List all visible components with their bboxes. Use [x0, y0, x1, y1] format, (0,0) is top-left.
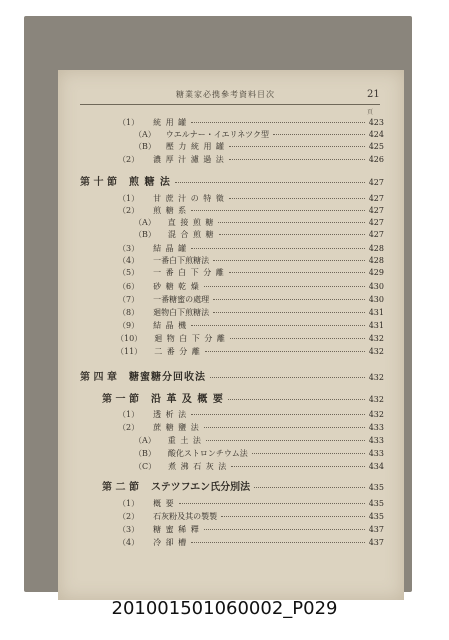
- toc-entry-index: （10）: [116, 334, 143, 343]
- toc-entry-title: 混 合 煎 糖: [167, 230, 215, 239]
- toc-entry-index: （A）: [134, 130, 156, 139]
- toc-entry-page: 429: [368, 268, 384, 277]
- toc-entry-title: 結 晶 機: [153, 321, 188, 330]
- toc-entry-page: 433: [368, 436, 384, 445]
- toc-entry-title: 壓 力 統 用 罐: [165, 142, 226, 151]
- toc-entry-page: 434: [368, 462, 384, 471]
- toc-leader-dots: [204, 529, 365, 530]
- toc-entry-title: 蔗 糖 鹽 法: [153, 423, 200, 432]
- toc-entry-index: 第 十 節: [80, 177, 117, 188]
- page-number: 21: [367, 89, 380, 100]
- toc-entry: [118, 294, 384, 305]
- toc-leader-dots: [231, 466, 364, 467]
- toc-leader-dots: [210, 377, 365, 378]
- toc-leader-dots: [191, 210, 365, 211]
- toc-entry-title: 糖蜜糖分回收法: [128, 372, 206, 383]
- toc-entry: [118, 537, 384, 548]
- toc-entry: [116, 346, 384, 357]
- toc-leader-dots: [228, 399, 365, 400]
- toc-entry-title: 統 用 罐: [153, 118, 188, 127]
- toc-entry-title: 一 番 白 下 分 離: [153, 268, 225, 277]
- toc-entry-page: 430: [368, 295, 384, 304]
- toc-entry-title: 濃 厚 汁 濾 過 法: [153, 155, 225, 164]
- toc-entry-index: （3）: [118, 525, 140, 534]
- toc-entry-index: （2）: [118, 155, 140, 164]
- toc-entry-index: （B）: [134, 142, 156, 151]
- toc-leader-dots: [205, 351, 365, 352]
- toc-entry-title: 煎 糖 系: [153, 206, 188, 215]
- toc-entry: [118, 243, 384, 254]
- toc-entry-title: 煮 沸 石 灰 法: [168, 462, 228, 471]
- toc-leader-dots: [179, 503, 365, 504]
- toc-leader-dots: [254, 487, 365, 488]
- toc-leader-dots: [204, 427, 365, 428]
- toc-entry-index: （4）: [118, 538, 140, 547]
- toc-entry-index: （B）: [134, 449, 156, 458]
- toc-leader-dots: [191, 248, 365, 249]
- toc-entry: [116, 333, 384, 344]
- toc-entry-page: 437: [368, 525, 384, 534]
- toc-entry-page: 425: [368, 142, 384, 151]
- toc-entry-title: 重 土 法: [167, 436, 202, 445]
- toc-entry-title: 煎 糖 法: [128, 177, 171, 188]
- toc-leader-dots: [218, 222, 364, 223]
- toc-entry: [118, 154, 384, 165]
- toc-entry-title: ステツフエン氏分別法: [150, 482, 251, 493]
- toc-entry-page: 433: [368, 449, 384, 458]
- toc-entry-title: 砂 糖 乾 燥: [153, 282, 200, 291]
- header-rule: [80, 104, 380, 105]
- toc-entry-title: 糖 蜜 稀 釋: [153, 525, 200, 534]
- toc-entry-title: 二 番 分 離: [154, 347, 201, 356]
- toc-entry-title: 直 接 煎 糖: [167, 218, 215, 227]
- toc-entry-title: 結 晶 罐: [153, 244, 188, 253]
- toc-entry-page: 435: [368, 499, 384, 508]
- toc-entry-page: 427: [368, 230, 384, 239]
- toc-entry-index: （2）: [118, 423, 140, 432]
- toc-entry: [134, 461, 384, 472]
- toc-entry-title: 冷 卻 槽: [153, 538, 188, 547]
- toc-leader-dots: [204, 286, 365, 287]
- toc-leader-dots: [191, 122, 365, 123]
- toc-entry-title: 一番糖蜜の處理: [153, 295, 210, 304]
- toc-entry-index: 第 二 節: [102, 482, 139, 493]
- toc-leader-dots: [229, 272, 365, 273]
- toc-leader-dots: [229, 198, 365, 199]
- toc-leader-dots: [219, 234, 365, 235]
- toc-leader-dots: [213, 299, 365, 300]
- toc-section-heading: [102, 390, 384, 405]
- toc-entry-page: 424: [368, 130, 384, 139]
- toc-chapter-heading: [80, 368, 384, 383]
- toc-leader-dots: [206, 440, 365, 441]
- toc-entry-page: 432: [368, 410, 384, 419]
- toc-entry-page: 427: [368, 194, 384, 203]
- toc-entry-index: （3）: [118, 244, 140, 253]
- toc-leader-dots: [191, 542, 365, 543]
- toc-entry-index: （2）: [118, 512, 140, 521]
- toc-entry-page: 427: [368, 218, 384, 227]
- toc-leader-dots: [191, 325, 365, 326]
- toc-entry-page: 431: [368, 321, 384, 330]
- toc-entry-page: 428: [368, 256, 384, 265]
- toc-entry-index: （11）: [116, 347, 143, 356]
- toc-entry-page: 435: [368, 512, 384, 521]
- toc-entry: [118, 281, 384, 292]
- toc-entry-page: 427: [368, 178, 384, 187]
- image-id-caption: 201001501060002_P029: [111, 598, 338, 619]
- toc-entry-index: （B）: [134, 230, 156, 239]
- toc-entry: [118, 498, 384, 509]
- toc-entry: [134, 141, 384, 152]
- toc-entry: [134, 229, 384, 240]
- toc-entry-index: （A）: [134, 218, 156, 227]
- toc-entry: [118, 422, 384, 433]
- toc-leader-dots: [221, 516, 365, 517]
- toc-section-heading: [102, 478, 384, 493]
- toc-entry-index: （2）: [118, 206, 140, 215]
- toc-entry-page: 430: [368, 282, 384, 291]
- toc-entry-title: 廻 物 白 下 分 離: [154, 334, 226, 343]
- toc-entry-page: 433: [368, 423, 384, 432]
- toc-entry: [118, 117, 384, 128]
- toc-entry: [118, 307, 384, 318]
- toc-entry-page: 432: [368, 334, 384, 343]
- toc-entry-page: 426: [368, 155, 384, 164]
- toc-leader-dots: [230, 338, 365, 339]
- toc-entry-index: （6）: [118, 282, 140, 291]
- toc-entry-index: （1）: [118, 499, 140, 508]
- toc-entry-index: （8）: [118, 308, 140, 317]
- toc-entry-page: 427: [368, 206, 384, 215]
- toc-entry: [118, 205, 384, 216]
- toc-leader-dots: [229, 159, 365, 160]
- toc-entry: [118, 193, 384, 204]
- toc-entry-title: 透 析 法: [153, 410, 188, 419]
- toc-entry-title: 槪 要: [153, 499, 175, 508]
- toc-entry-title: 一番白下煎糖法: [153, 256, 210, 265]
- toc-entry-title: ウエルナー・イエリネツク型: [165, 130, 269, 139]
- toc-entry-page: 432: [368, 395, 384, 404]
- toc-leader-dots: [213, 312, 365, 313]
- toc-leader-dots: [229, 146, 365, 147]
- toc-entry-page: 432: [368, 373, 384, 382]
- toc-entry: [118, 255, 384, 266]
- toc-entry-title: 甘 蔗 汁 の 特 徵: [153, 194, 225, 203]
- toc-entry: [118, 511, 384, 522]
- toc-entry-page: 432: [368, 347, 384, 356]
- toc-entry: [134, 448, 384, 459]
- toc-entry-title: 石灰粉及其の製製: [153, 512, 218, 521]
- toc-entry-index: （C）: [134, 462, 157, 471]
- toc-entry-index: （5）: [118, 268, 140, 277]
- toc-entry-page: 428: [368, 244, 384, 253]
- toc-entry-index: （1）: [118, 194, 140, 203]
- toc-entry-page: 423: [368, 118, 384, 127]
- toc-entry-page: 437: [368, 538, 384, 547]
- book-page: [58, 70, 404, 600]
- toc-entry: [118, 267, 384, 278]
- toc-entry-index: （A）: [134, 436, 156, 445]
- toc-entry: [134, 435, 384, 446]
- toc-entry-index: （7）: [118, 295, 140, 304]
- toc-entry-title: 酸化ストロンチウム法: [167, 449, 248, 458]
- toc-entry-title: 沿 革 及 概 要: [150, 394, 224, 405]
- toc-entry: [134, 129, 384, 140]
- toc-entry: [134, 217, 384, 228]
- toc-entry-index: （1）: [118, 118, 140, 127]
- toc-entry-page: 431: [368, 308, 384, 317]
- toc-leader-dots: [191, 414, 365, 415]
- running-header-title: 糖業家必携參考資料目次: [176, 90, 275, 99]
- toc-leader-dots: [273, 134, 365, 135]
- toc-entry-index: 第 四 章: [80, 372, 117, 383]
- toc-entry-index: （9）: [118, 321, 140, 330]
- toc-leader-dots: [213, 260, 365, 261]
- page-column-label: 頁: [367, 109, 374, 116]
- toc-entry-page: 435: [368, 483, 384, 492]
- toc-entry-index: （4）: [118, 256, 140, 265]
- toc-entry-title: 廻物白下煎糖法: [153, 308, 210, 317]
- toc-entry: [118, 524, 384, 535]
- toc-section-heading: [80, 173, 384, 188]
- toc-entry: [118, 320, 384, 331]
- toc-leader-dots: [252, 453, 365, 454]
- toc-leader-dots: [175, 182, 365, 183]
- toc-entry: [118, 409, 384, 420]
- toc-entry-index: 第 一 節: [102, 394, 139, 405]
- toc-entry-index: （1）: [118, 410, 140, 419]
